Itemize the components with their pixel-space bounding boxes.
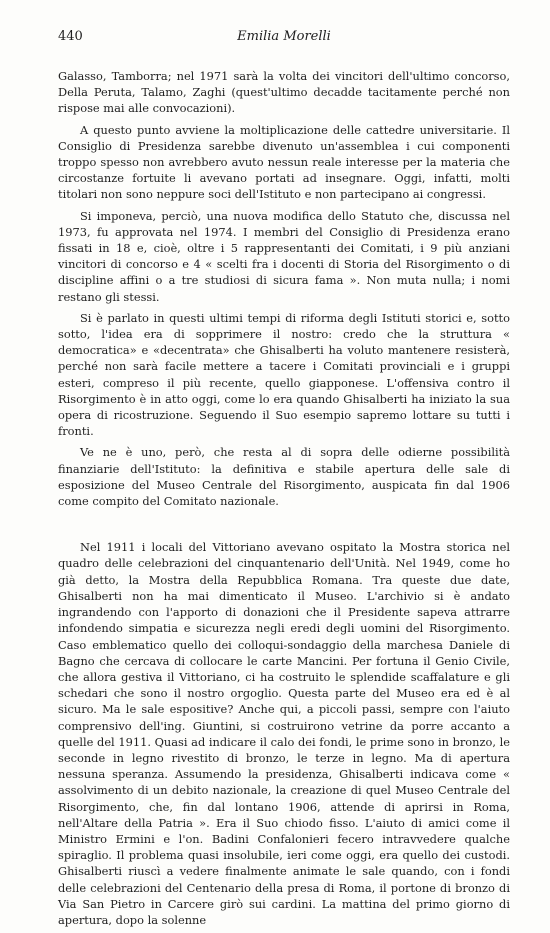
page-header: [58, 29, 510, 49]
running-head: Emilia Morelli: [237, 29, 331, 44]
paragraph: Si imponeva, perciò, una nuova modifica dello Statuto che, discussa nel 1973, fu approvata nel 1974. I membri del Consiglio di Presidenza erano fissati in 18 e, cioè, oltre i 5 rappresentanti dei Comitati, i 9 più anziani vincitori di concorso e 4 « scelti fra i docenti di Storia del Risorgimento o di discipline affini o a tre studiosi di sicura fama ». Non muta nulla; i nomi restano gli stessi.: [58, 208, 510, 304]
body-text: [58, 68, 510, 933]
paragraph: A questo punto avviene la moltiplicazione delle cattedre universitarie. Il Consiglio di Presidenza sarebbe divenuto un'assemblea i cui componenti troppo spesso non avrebbero avuto nessun reale interesse per la materia che circostanze fortuite li avevano portati ad insegnare. Oggi, infatti, molti titolari non sono neppure soci dell'Istituto e non partecipano ai congressi.: [58, 122, 510, 202]
paragraph: Nel 1911 i locali del Vittoriano avevano ospitato la Mostra storica nel quadro delle celebrazioni del cinquantenario dell'Unità. Nel 1949, come ho già detto, la Mostra della Repubblica Romana. Tra queste due date, Ghisalberti non ha mai dimenticato il Museo. L'archivio si è andato ingrandendo con l'apporto di donazioni che il Presidente sapeva attrarre infondendo simpatia e sicurezza negli eredi degli uomini del Risorgimento. Caso emblematico quello dei colloqui-sondaggio della marchesa Daniele di Bagno che cercava di collocare le carte Mancini. Per fortuna il Genio Civile, che allora gestiva il Vittoriano, ci ha costruito le splendide scaffalature e gli schedari che sono il nostro orgoglio. Questa parte del Museo era ed è al sicuro. Ma le sale espositive? Anche qui, a piccoli passi, sempre con l'aiuto comprensivo dell'ing. Giuntini, si costruirono vetrine da porre accanto a quelle del 1911. Quasi ad indicare il calo dei fondi, le prime sono in bronzo, le seconde in legno rivestito di bronzo, le terze in legno. Ma di apertura nessuna speranza. Assumendo la presidenza, Ghisalberti indicava come « assolvimento di un debito nazionale, la creazione di quel Museo Centrale del Risorgimento, che, fin dal lontano 1906, attende di aprirsi in Roma, nell'Altare della Patria ». Era il Suo chiodo fisso. L'aiuto di amici come il Ministro Ermini e l'on. Badini Confalonieri fecero intravvedere qualche spiraglio. Il problema quasi insolubile, ieri come oggi, era quello dei custodi. Ghisalberti riuscì a vedere finalmente animate le sale quando, con i fondi delle celebrazioni del Centenario della presa di Roma, il portone di bronzo di Via San Pietro in Carcere girò sui cardini. La mattina del primo giorno di apertura, dopo la solenne: [58, 540, 510, 927]
paragraph: Si è parlato in questi ultimi tempi di riforma degli Istituti storici e, sotto sotto, l'idea era di sopprimere il nostro: credo che la struttura « democratica» e «decentrata» che Ghisalberti ha voluto mantenere resisterà, perché non sarà facile mettere a tacere i Comitati provinciali e i gruppi esteri, compreso il più recente, quello giapponese. L'offensiva contro il Risorgimento è in atto oggi, come lo era quando Ghisalberti ha iniziato la sua opera di ricostruzione. Seguendo il Suo esempio sapremo lottare su tutti i fronti.: [58, 310, 510, 439]
paragraph: Ve ne è uno, però, che resta al di sopra delle odierne possibilità finanziarie dell'Istituto: la definitiva e stabile apertura delle sale di esposizione del Museo Centrale del Risorgimento, auspicata fin dal 1906 come compito del Comitato nazionale.: [58, 445, 510, 509]
page-number: 440: [58, 29, 83, 44]
paragraph: Galasso, Tamborra; nel 1971 sarà la volta dei vincitori dell'ultimo concorso, Della Peruta, Talamo, Zaghi (quest'ultimo decadde tacitamente perché non rispose mai alle convocazioni).: [58, 69, 510, 116]
